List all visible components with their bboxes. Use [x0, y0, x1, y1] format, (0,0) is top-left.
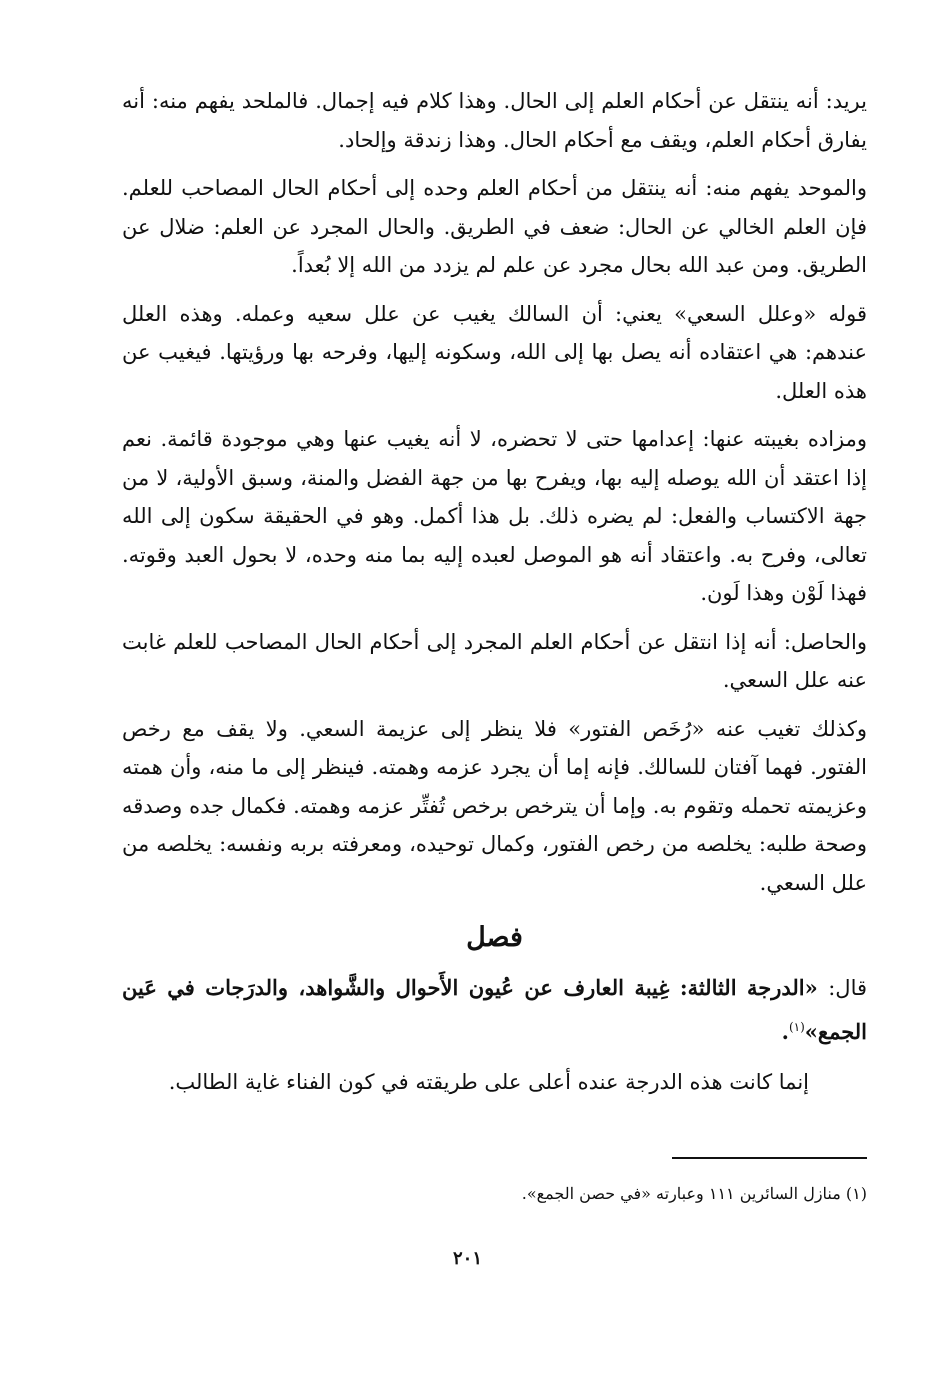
section-title: فصل	[466, 922, 523, 953]
page-number: ٢٠١	[452, 1248, 482, 1269]
quote-lead: قال:	[828, 976, 868, 1000]
paragraph-6: وكذلك تغيب عنه «رُخَص الفتور» فلا ينظر إلى عزيمة السعي. ولا يقف مع رخص الفتور. فهما آفتان للسالك. فإنه إما أن يجرد عزمه وهمته. فينظر إلى ما منه، وأن همته وعزيمته تحمله وتقوم به. وإما أن يترخص برخص تُفتِّر عزمه وهمته. فكمال جده وصدقه وصحة طلبه: يخلصه من رخص الفتور، وكمال توحيده، ومعرفته بربه ونفسه: يخلصه من علل السعي.	[122, 716, 867, 895]
page-body	[122, 82, 867, 1102]
paragraph-5: والحاصل: أنه إذا انتقل عن أحكام العلم المجرد إلى أحكام الحال المصاحب للعلم غابت عنه علل السعي.	[122, 629, 867, 692]
paragraph-4: ومزاده بغيبته عنها: إعدامها حتى لا تحضره، لا أنه يغيب عنها وهي موجودة قائمة. نعم إذا اعتقد أن الله يوصله إليه بها، ويفرح بها من جهة الفضل والمنة، وسبق الأولية، لا من جهة الاكتساب والفعل: لم يضره ذلك. بل هذا أكمل. وهو في الحقيقة سكون إلى الله تعالى، وفرح به. واعتقاد أنه هو الموصل لعبده إليه بما منه وحده، لا بحول العبد وقوته. فهذا لَوْن وهذا لَون.	[122, 427, 867, 605]
quote-paragraph	[122, 968, 867, 1051]
paragraph-3: قوله «وعلل السعي» يعني: أن السالك يغيب عن علل سعيه وعمله. وهذه العلل عندهم: هي اعتقاده أنه يصل بها إلى الله، وسكونه إليها، وفرحه بها ورؤيتها. فيغيب عن هذه العلل.	[122, 301, 867, 403]
closing-paragraph: إنما كانت هذه الدرجة عنده أعلى على طريقته في كون الفناء غاية الطالب.	[168, 1070, 809, 1094]
footnote-divider	[672, 1157, 867, 1159]
footnote: (١) منازل السائرين ١١١ وعبارته «في حصن الجمع».	[521, 1184, 867, 1203]
quote-end: .	[781, 1019, 789, 1044]
paragraph-2: والموحد يفهم منه: أنه ينتقل من أحكام العلم وحده إلى أحكام الحال المصاحب للعلم. فإن العلم الخالي عن الحال: ضعف في الطريق. والحال المجرد عن العلم: ضلال عن الطريق. ومن عبد الله بحال مجرد عن علم لم يزدد من الله إلا بُعداً.	[122, 176, 867, 277]
paragraph-1: يريد: أنه ينتقل عن أحكام العلم إلى الحال. وهذا كلام فيه إجمال. فالملحد يفهم منه: أنه يفارق أحكام العلم، ويقف مع أحكام الحال. وهذا زندقة وإلحاد.	[122, 89, 867, 152]
quote-text: «الدرجة الثالثة: غِيبة العارف عن عُيون الأَحوال والشَّواهد، والدرَجات في عَين الجمع»	[122, 975, 867, 1044]
footnote-marker: (١)	[788, 1020, 805, 1034]
